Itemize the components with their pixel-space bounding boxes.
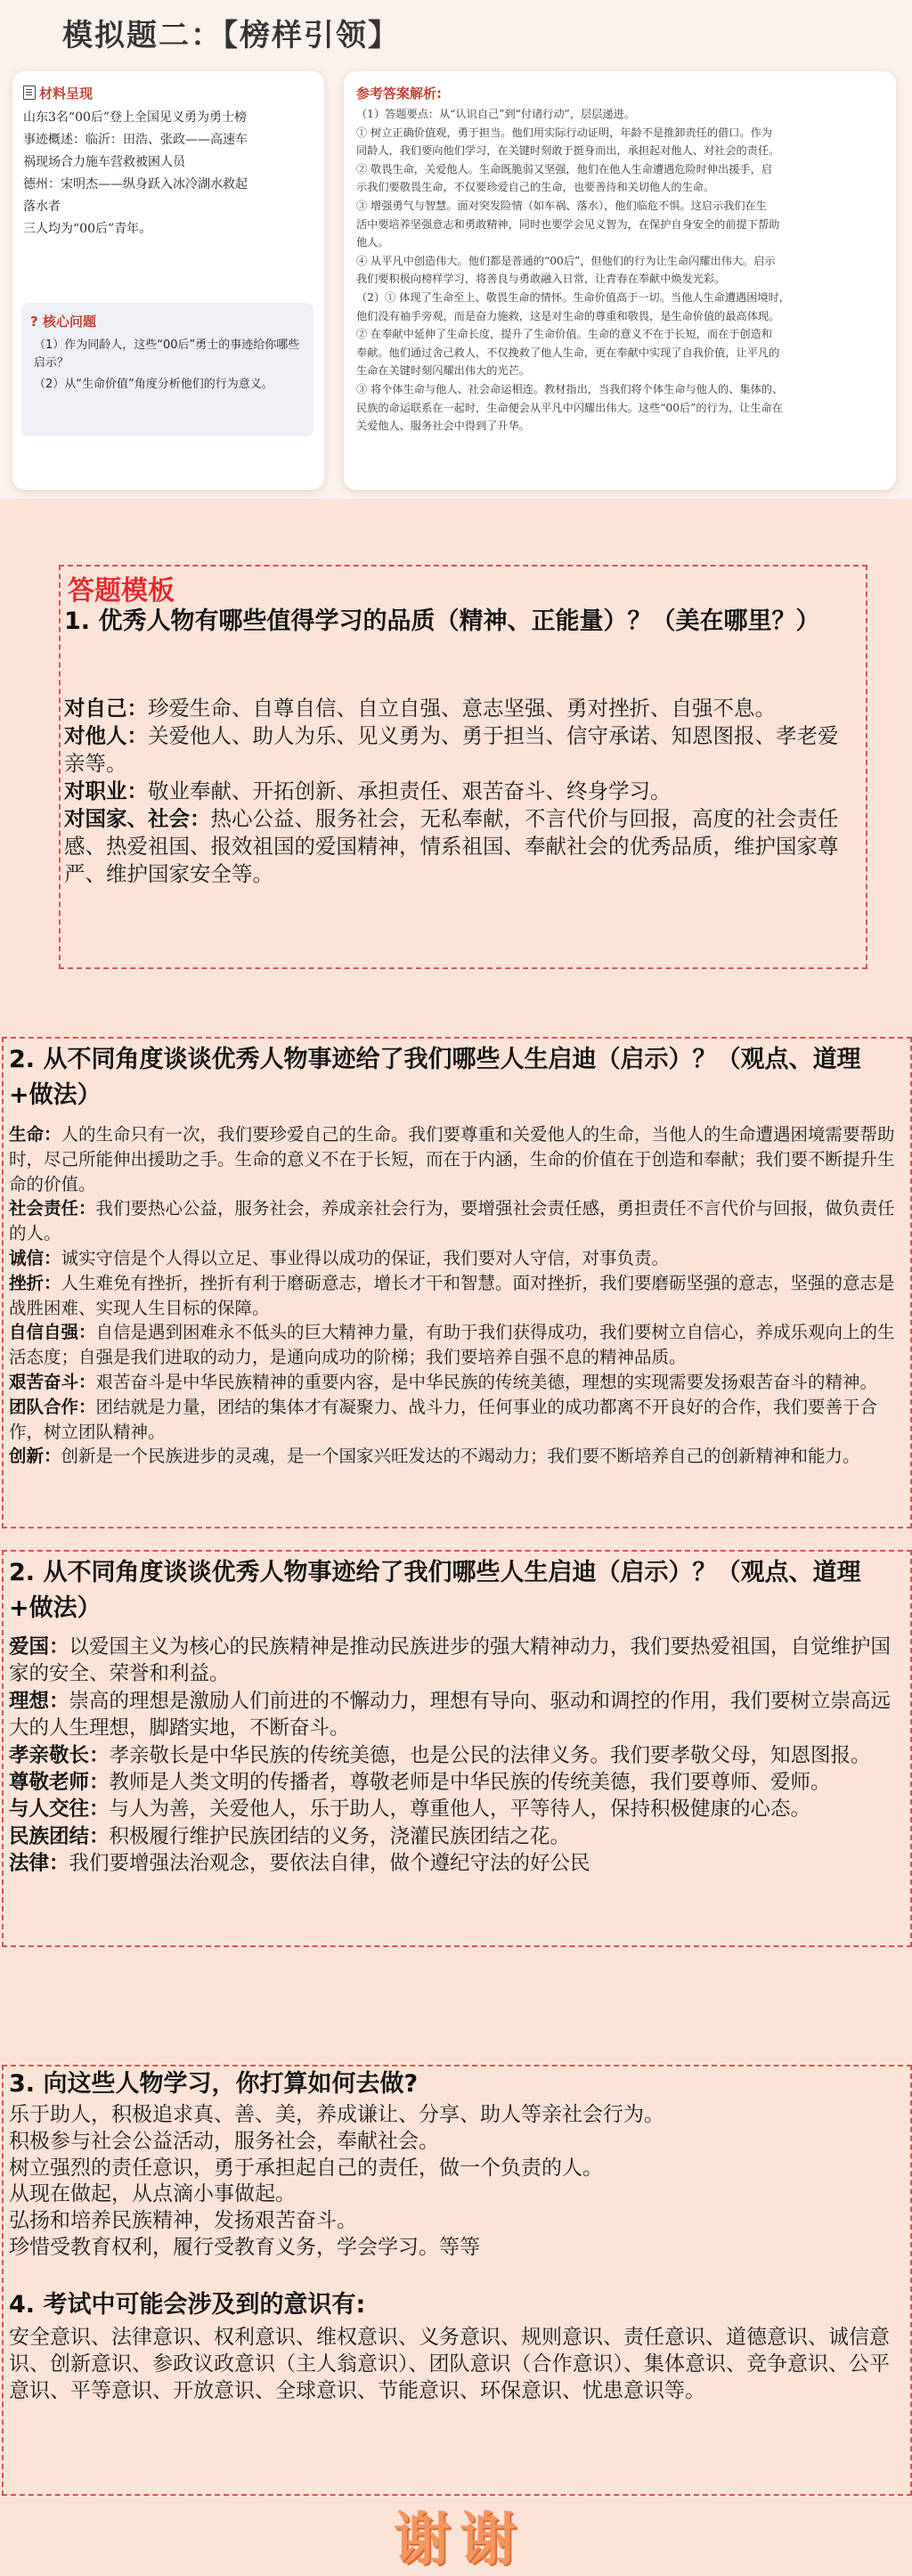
answer-heading: 参考答案解析: [356,86,442,102]
template-question-1: 1. 优秀人物有哪些值得学习的品质（精神、正能量）？（美在哪里？） [64,607,820,635]
action-item: 乐于助人，积极追求真、善、美，养成谦让、分享、助人等亲社会行为。 [9,2103,664,2126]
quality-item: 对职业：敬业奉献、开拓创新、承担责任、艰苦奋斗、终身学习。 [64,779,672,803]
inspiration-box-1 [2,1037,912,1528]
inspiration-item: 尊敬老师：教师是人类文明的传播者，尊敬老师是中华民族的传统美德，我们要尊师、爱师。 [9,1771,831,1795]
inspiration-item: 团队合作：团结就是力量，团结的集体才有凝聚力、战斗力，任何事业的成功都离不开良好的合作，我们要善于合作，树立团队精神。 [9,1396,878,1442]
action-item: 积极参与社会公益活动，服务社会，奉献社会。 [9,2129,439,2153]
inspiration-item: 艰苦奋斗：艰苦奋斗是中华民族精神的重要内容，是中华民族的传统美德，理想的实现需要发扬艰苦奋斗的精神。 [9,1371,878,1392]
section3-title: 2. 从不同角度谈谈优秀人物事迹给了我们哪些人生启迪（启示）？（观点、道理+做法） [9,1559,861,1622]
action-item: 珍惜受教育权利，履行受教育义务，学会学习。等等 [9,2235,480,2259]
inspiration-item: 生命：人的生命只有一次，我们要珍爱自己的生命。我们要尊重和关爱他人的生命，当他人的生命遭遇困境需要帮助时，尽己所能伸出援助之手。生命的意义不在于长短，而在于内涵，生命的价值在于创造和奉献；我们要不断提升生命的价值。 [9,1124,895,1194]
inspiration-item: 自信自强：自信是遇到困难永不低头的巨大精神力量，有助于我们获得成功，我们要树立自信心，养成乐观向上的生活态度；自强是我们进取的动力，是通向成功的阶梯；我们要培养自强不息的精神品质。 [9,1322,895,1368]
material-text: 山东3名“00后”登上全国见义勇为勇士榜 事迹概述：临沂：田浩、张政——高速车 祸现场合力施车营救被困人员 德州：宋明杰——纵身跃入冰冷湖水救起 落水者 三人均为“00后”青年。 [23,110,248,236]
material-heading: 材料呈现 [23,84,93,102]
section4-title-2: 4. 考试中可能会涉及到的意识有: [9,2291,366,2319]
question-2: （2）从“生命价值”角度分析他们的行为意义。 [34,378,273,391]
answer-template-box [59,565,867,969]
material-card [12,71,324,490]
template-quality-list [64,695,857,888]
core-questions-box [21,303,314,436]
quality-item: 对国家、社会：热心公益、服务社会，无私奉献，不言代价与回报，高度的社会责任感、热爱祖国、报效祖国的爱国精神，情系祖国、奉献社会的优秀品质，维护国家尊严、维护国家安全等。 [64,806,839,886]
consciousness-list: 安全意识、法律意识、权利意识、维权意识、义务意识、规则意识、责任意识、道德意识、诚信意识、创新意识、参政议政意识（主人翁意识）、团队意识（合作意识）、集体意识、竞争意识、公平意识、平等意识、开放意识、全球意识、节能意识、环保意识、忧患意识等。 [9,2326,890,2402]
question-mark-icon: ? [30,314,38,330]
answer-text: （1）答题要点：从“认识自己”到“付诸行动”，层层递进。 ① 树立正确价值观，勇于担当。他们用实际行动证明，年龄不是推卸责任的借口。作为 同龄人，我们要向他们学习，在关键时刻敢于挺身而出，承担起对他人、对社会的责任。 ② 敬畏生命，关爱他人。生命既脆弱又坚强，他们在他人生命遭遇危险时伸出援手，启 示我们要敬畏生命，不仅要珍爱自己的生命，也要善待和关切他人的生命。 ③ 增强勇气与智慧。面对突发险情（如车祸、落水），他们临危不惧。这启示我们在生 活中要培养坚强意志和勇敢精神，同时也要学会见义智为，在保护自身安全的前提下帮助 他人。 ④ 从平凡中创造伟大。他们都是普通的“00后”，但他们的行为让生命闪耀出伟大。启示 我们要积极向榜样学习，将善良与勇敢融入日常，让青春在奉献中焕发光彩。 （2）① 体现了生命至上、敬畏生命的情怀。生命价值高于一切。当他人生命遭遇困境时， 他们没有袖手旁观，而是奋力施救，这是对生命的尊重和敬畏，是生命价值的最高体现。 ② 在奉献中延伸了生命长度，提升了生命价值。生命的意义不在于长短，而在于创造和 奉献。他们通过舍己救人，不仅挽救了他人生命，更在奉献中实现了自我价值，让平凡的 生命在关键时刻闪耀出伟大的光芒。 ③ 将个体生命与他人、社会命运相连。教材指出，当我们将个体生命与他人的、集体的、 民族的命运联系在一起时，生命便会从平凡中闪耀出伟大。这些“00后”的行为，让生命在 关爱他人、服务社会中得到了升华。 [356,108,790,433]
inspiration-item: 诚信：诚实守信是个人得以立足、事业得以成功的保证，我们要对人守信，对事负责。 [9,1247,670,1268]
document-icon [23,86,36,100]
inspiration-item: 民族团结：积极履行维护民族团结的义务，浇灌民族团结之花。 [9,1824,571,1848]
section3-list [9,1634,903,1878]
question-1: （1）作为同龄人，这些“00后”勇士的事迹给你哪些启示？ [34,338,300,370]
section2-list [9,1122,903,1469]
inspiration-item: 挫折：人生难免有挫折，挫折有利于磨砺意志，增长才干和智慧。面对挫折，我们要磨砺坚强的意志，坚强的意志是战胜困难、实现人生目标的保障。 [9,1272,895,1318]
template-label: 答题模板 [68,575,175,607]
thanks-text: 谢谢 [394,2507,525,2573]
action-item: 从现在做起，从点滴小事做起。 [9,2182,296,2206]
action-box [2,2065,912,2496]
core-questions-heading: ? 核心问题 [30,314,96,330]
section4-title: 3. 向这些人物学习，你打算如何去做? [9,2070,419,2098]
inspiration-item: 与人交往：与人为善，关爱他人，乐于助人，尊重他人，平等待人，保持积极健康的心态。 [9,1797,811,1822]
action-list [9,2102,903,2262]
inspiration-item: 理想：崇高的理想是激励人们前进的不懈动力，理想有导向、驱动和调控的作用，我们要树立崇高远大的人生理想，脚踏实地，不断奋斗。 [9,1689,892,1740]
quality-item: 对他人：关爱他人、助人为乐、见义勇为、勇于担当、信守承诺、知恩图报、孝老爱亲等。 [64,723,839,776]
action-item: 树立强烈的责任意识，勇于承担起自己的责任，做一个负责的人。 [9,2156,603,2180]
quality-item: 对自己：珍爱生命、自尊自信、自立自强、意志坚强、勇对挫折、自强不息。 [64,696,776,721]
inspiration-item: 孝亲敬长：孝亲敬长是中华民族的传统美德，也是公民的法律义务。我们要孝敬父母，知恩图报。 [9,1743,871,1767]
inspiration-item: 爱国：以爱国主义为核心的民族精神是推动民族进步的强大精神动力，我们要热爱祖国，自觉维护国家的安全、荣誉和利益。 [9,1635,892,1686]
inspiration-item: 创新：创新是一个民族进步的灵魂，是一个国家兴旺发达的不竭动力；我们要不断培养自己的创新精神和能力。 [9,1446,860,1467]
inspiration-item: 社会责任：我们要热心公益，服务社会，养成亲社会行为，要增强社会责任感，勇担责任不言代价与回报，做负责任的人。 [9,1198,895,1244]
slide-title: 模拟题二：【榜样引领】 [62,18,400,53]
section2-title: 2. 从不同角度谈谈优秀人物事迹给了我们哪些人生启迪（启示）？（观点、道理+做法） [9,1046,861,1109]
answer-card [344,71,896,490]
inspiration-item: 法律：我们要增强法治观念，要依法自律，做个遵纪守法的好公民 [9,1852,590,1876]
inspiration-box-2 [2,1550,912,1947]
action-item: 弘扬和培养民族精神，发扬艰苦奋斗。 [9,2209,357,2233]
